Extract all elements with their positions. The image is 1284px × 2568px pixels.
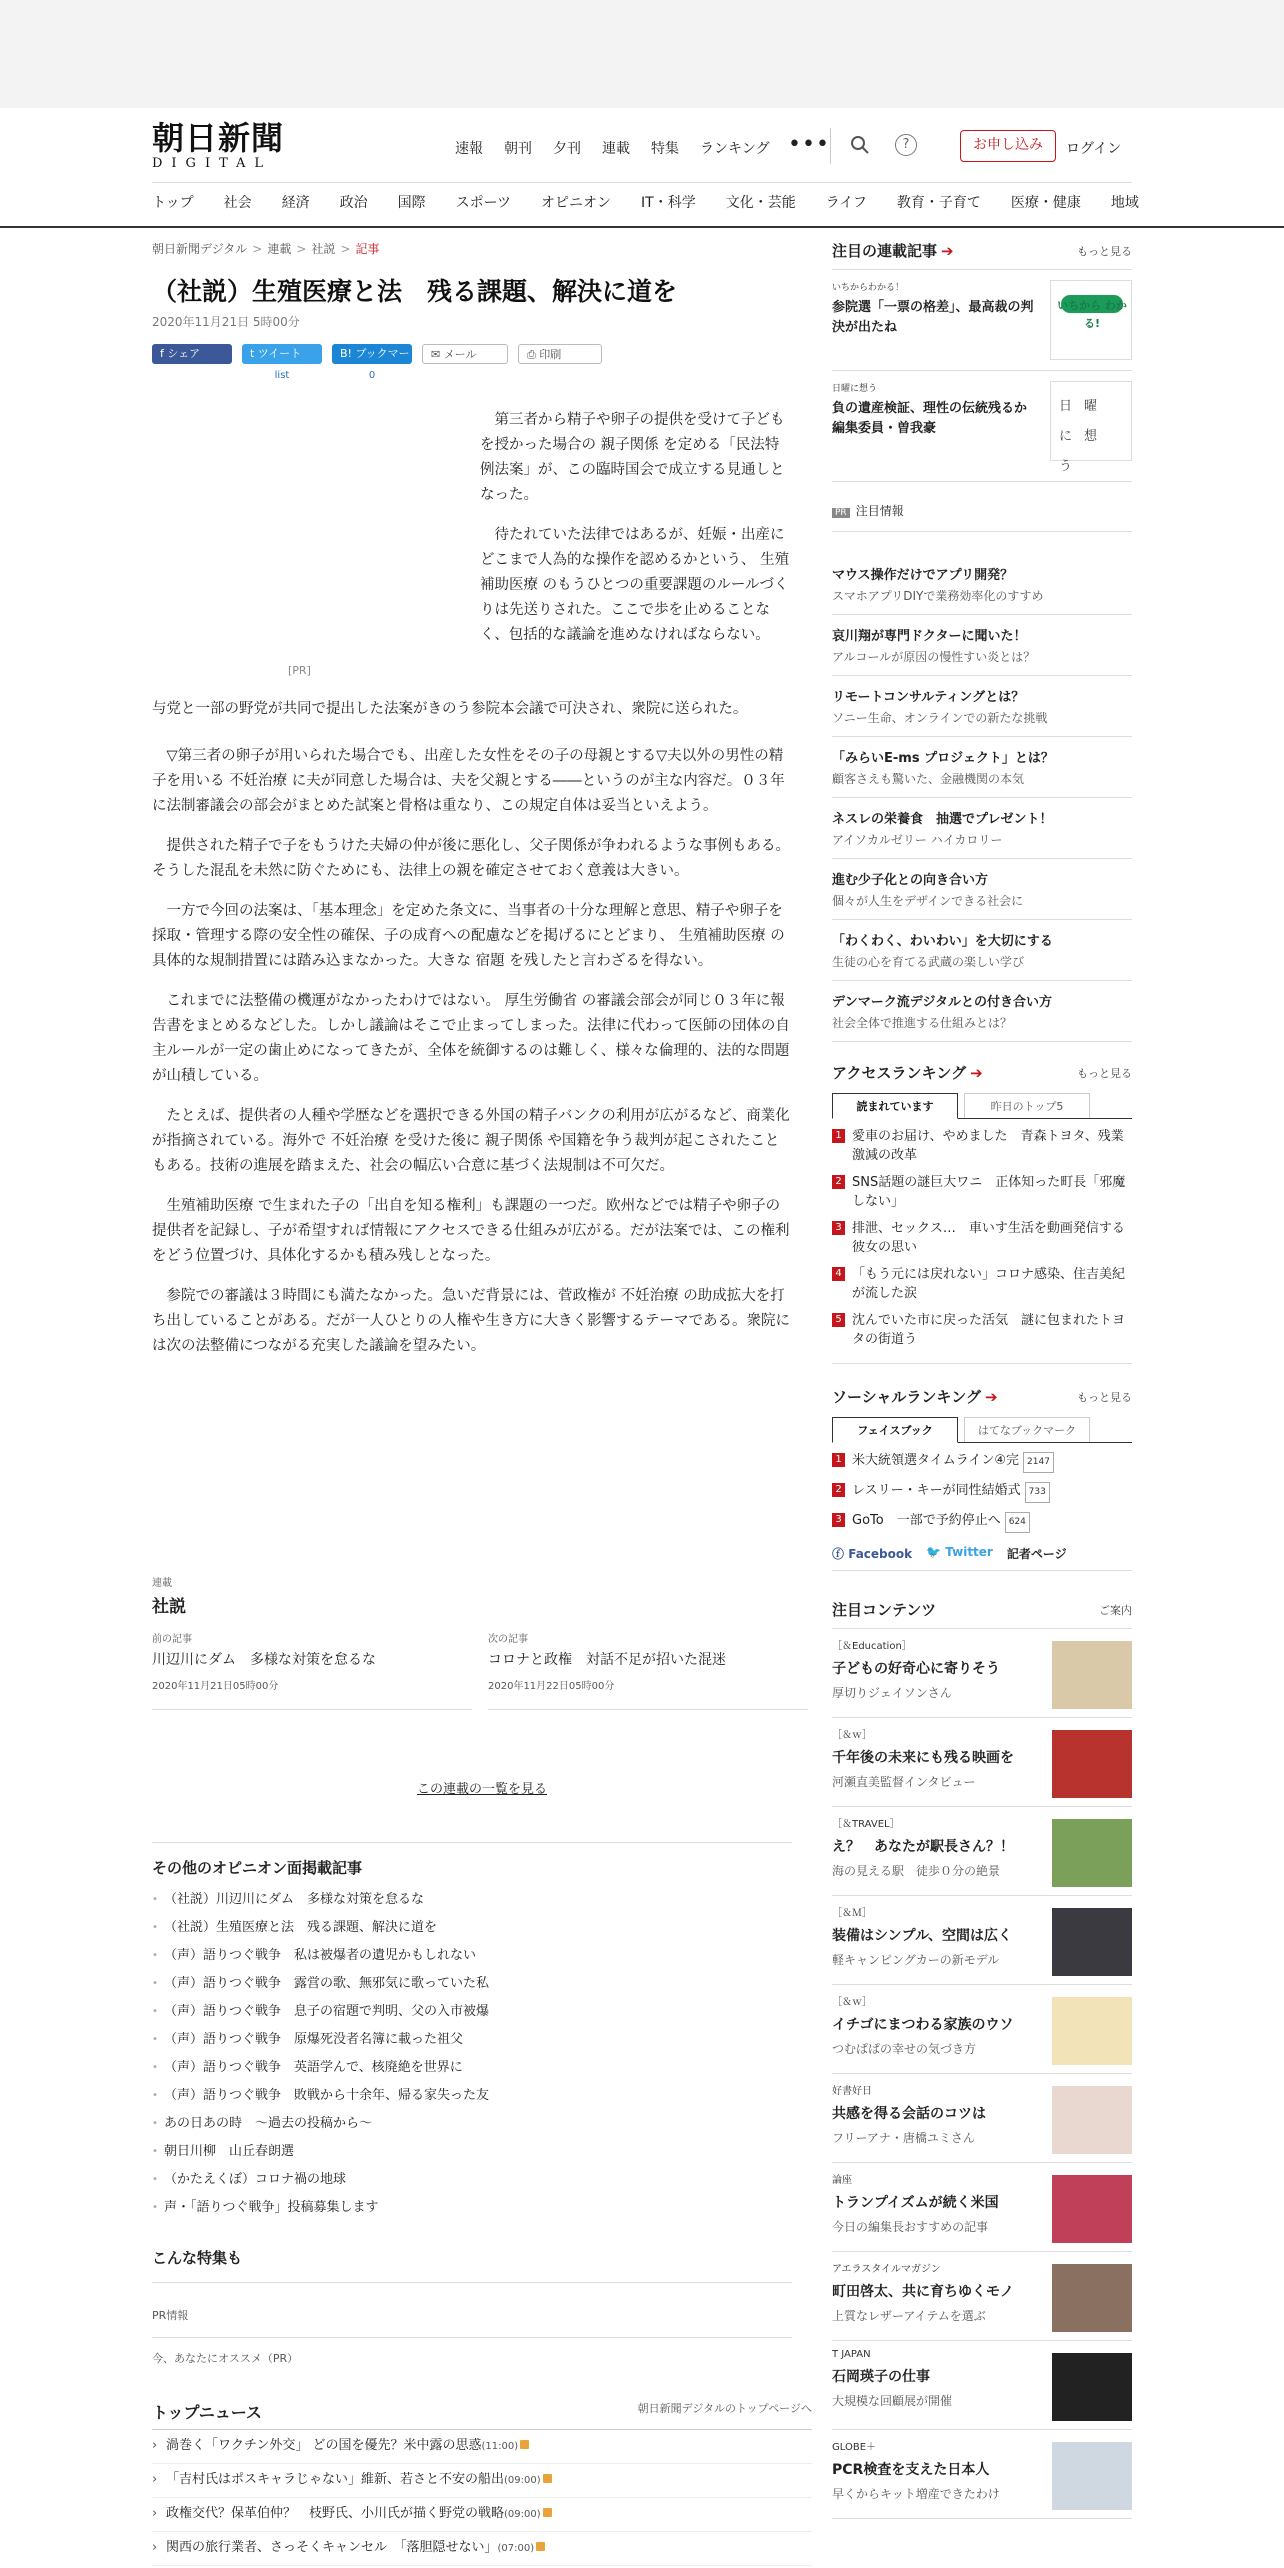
- news-item[interactable]: [152, 2532, 812, 2566]
- content-sub: 海の見える駅 徒歩０分の絶景: [832, 1864, 1001, 1878]
- ranking-item[interactable]: 5 沈んでいた市に戻った活気 謎に包まれたトヨタの街道う: [832, 1307, 1132, 1353]
- pr-head-title: 注目情報: [855, 504, 904, 518]
- article-body: [152, 697, 792, 1374]
- news-item[interactable]: [152, 2464, 812, 2498]
- feat-kicker: いちからわかる！: [832, 283, 905, 293]
- content-sub: つむぱぱの幸せの気づき方: [832, 2042, 977, 2056]
- mail-label: メール: [443, 348, 477, 361]
- recommend-label: 今、あなたにオススメ（PR）: [152, 2352, 299, 2365]
- pr-item[interactable]: [832, 676, 1132, 737]
- serial-list-link[interactable]: この連載の一覧を見る: [416, 1782, 547, 1797]
- reporter-page-link[interactable]: 記者ページ: [1006, 1547, 1067, 1561]
- list-item[interactable]: • 朝日川柳 山丘春朗選: [152, 2138, 792, 2166]
- list-item[interactable]: • 声・「語りつぐ戦争」投稿募集します: [152, 2194, 792, 2222]
- topnews-link[interactable]: 朝日新聞デジタルのトップページへ: [637, 2402, 812, 2415]
- pr-item-sub: アルコールが原因の慢性すい炎とは？: [832, 650, 1036, 664]
- list-item[interactable]: • （声）語りつぐ戦争 私は被爆者の遺児かもしれない: [152, 1942, 792, 1970]
- article-paragraph: これまでに法整備の機運がなかったわけではない。 厚生労働省 の審議会部会が同じ０３年に報告書をまとめるなどした。しかし議論はそこで止まってしまった。法律に代わって医師の団体の自主ルールが一定の歯止めになってきたが、全体を統御するのは難しく、様々な倫理的、法的な問題が山積している。: [152, 993, 790, 1084]
- nav-yukan[interactable]: 夕刊: [553, 141, 581, 157]
- cat-shakai[interactable]: 社会: [223, 195, 252, 211]
- pr-item-title[interactable]: 「みらいE-ms プロジェクト」とは？: [832, 751, 1054, 766]
- content-kicker: ［＆ｗ］: [832, 1730, 872, 1741]
- twitter-share-label: ツイート: [257, 347, 302, 360]
- article-paragraph: 待たれていた法律ではあるが、妊娠・出産にどこまで人為的な操作を認めるかという、 生殖補助医療 のもうひとつの重要課題のルールづくりは先送りされた。ここで歩を止めることなく、包括的な議論を進めなければならない。: [480, 527, 790, 643]
- pr-info-label: PR情報: [152, 2309, 189, 2322]
- site-logo[interactable]: [152, 120, 284, 171]
- facebook-link[interactable]: [832, 1545, 912, 1562]
- nav-rensai[interactable]: 連載: [602, 141, 630, 157]
- content-kicker: ［＆ｗ］: [832, 1997, 872, 2008]
- content-kicker: アエラスタイルマガジン: [832, 2264, 941, 2275]
- access-head-title[interactable]: アクセスランキング: [832, 1064, 967, 1082]
- crumb-current: 記事: [355, 242, 380, 256]
- ranking-title[interactable]: 排泄、セックス… 車いす生活を動画発信する彼女の思い: [852, 1221, 1125, 1255]
- news-title[interactable]: 政権交代？保革伯仲？ 枝野氏、小川氏が描く野党の戦略: [166, 2506, 505, 2521]
- article-paragraph: 提供された精子で子をもうけた夫婦の仲が後に悪化し、父子関係が争われるような事例もある。そうした混乱を未然に防ぐためにも、法律上の親を確定させておく意義は大きい。: [152, 838, 790, 879]
- cat-kyoiku[interactable]: 教育・子育て: [896, 195, 981, 211]
- pr-item[interactable]: [832, 920, 1132, 981]
- content-title[interactable]: 町田啓太、共に育ちゆくモノ: [832, 2284, 1014, 2300]
- pr-item[interactable]: [832, 859, 1132, 920]
- facebook-icon: ⓕ: [832, 1547, 845, 1561]
- content-kicker: T JAPAN: [832, 2349, 871, 2360]
- hatena-bookmark-button[interactable]: B! ブックマーク 0: [332, 344, 412, 364]
- feat-thumb-text: 日曜に想う: [1059, 399, 1110, 474]
- twitter-count[interactable]: list: [274, 370, 290, 381]
- ranking-item[interactable]: 2 レスリー・キーが同性結婚式 733: [832, 1477, 1132, 1507]
- ranking-item[interactable]: 1 愛車のお届け、やめました 青森トヨタ、残業激減の改革: [832, 1123, 1132, 1169]
- article-paragraph: 一方で今回の法案は、「基本理念」を定めた条文に、当事者の十分な理解と意思、精子や卵子を採取・管理する際の安全性の確保、子の成育への配慮などを掲げるにとどまり、 生殖補助医療 の具体的な規制措置には踏み込まなかった。大きな 宿題 を残したと言わざるを得ない。: [152, 903, 785, 969]
- social-ranking-list: [832, 1447, 1132, 1537]
- ranking-title[interactable]: 米大統領選タイムライン④完: [852, 1453, 1020, 1468]
- article-date: 2020年11月21日 5時00分: [152, 315, 300, 329]
- social-links: [832, 1545, 1132, 1571]
- lock-icon: [543, 2508, 552, 2517]
- content-sub: 軽キャンピングカーの新モデル: [832, 1953, 1000, 1967]
- news-time: (09:00): [504, 2475, 541, 2486]
- next-title[interactable]: コロナと政権 対話不足が招いた混迷: [488, 1652, 726, 1668]
- serial-info: [152, 1574, 812, 1617]
- content-title[interactable]: 共感を得る会話のコツは: [832, 2106, 986, 2122]
- prev-article[interactable]: [152, 1630, 472, 1710]
- nav-tokushu[interactable]: 特集: [651, 141, 679, 157]
- list-item[interactable]: • （社説）生殖医療と法 残る課題、解決に道を: [152, 1914, 792, 1942]
- article-paragraph: 第三者から精子や卵子の提供を受けて子どもを授かった場合の 親子関係 を定める「民法特例法案」が、この臨時国会で成立する見通しとなった。: [480, 412, 785, 503]
- content-title[interactable]: え？ あなたが駅長さん？！: [832, 1839, 1014, 1855]
- hatena-count[interactable]: 0: [368, 370, 376, 381]
- pr-info-head: [832, 502, 1132, 519]
- share-count: 624: [1005, 1512, 1030, 1533]
- cat-chiiki[interactable]: 地域: [1110, 195, 1139, 211]
- news-time: (07:00): [497, 2543, 535, 2554]
- facebook-share-button[interactable]: f シェア: [152, 344, 232, 364]
- ranking-title[interactable]: GoTo 一部で予約停止へ: [852, 1513, 1001, 1528]
- category-nav: [152, 192, 1169, 212]
- nav-ranking[interactable]: ランキング: [700, 141, 770, 157]
- special-features: [152, 2247, 792, 2366]
- facebook-label: Facebook: [848, 1547, 913, 1561]
- content-title[interactable]: 装備はシンプル、空間は広く: [832, 1928, 1012, 1944]
- list-item[interactable]: • （声）語りつぐ戦争 露営の歌、無邪気に歌っていた私: [152, 1970, 792, 1998]
- twitter-link[interactable]: [926, 1545, 993, 1562]
- cat-iryo[interactable]: 医療・健康: [1010, 195, 1081, 211]
- content-kicker: GLOBE＋: [832, 2442, 877, 2453]
- content-item[interactable]: [832, 2163, 1132, 2252]
- article-paragraph: 与党と一部の野党が共同で提出した法案がきのう参院本会議で可決され、衆院に送られた。: [152, 701, 748, 717]
- content-item[interactable]: [832, 2074, 1132, 2163]
- cat-sports[interactable]: スポーツ: [455, 195, 512, 211]
- content-title[interactable]: 子どもの好奇心に寄りそう: [832, 1661, 1000, 1677]
- feat-thumb-text: いちから わかる!: [1057, 299, 1127, 330]
- top-news: [152, 2400, 812, 2566]
- ranking-item[interactable]: 2 SNS話題の謎巨大ワニ 正体知った町長「邪魔しない」: [832, 1169, 1132, 1215]
- content-thumbnail[interactable]: [1052, 2353, 1132, 2421]
- pr-item-sub: スマホアプリDIYで業務効率化のすすめ: [832, 589, 1044, 603]
- cat-kokusai[interactable]: 国際: [397, 195, 426, 211]
- share-count: 2147: [1023, 1452, 1054, 1473]
- pr-item-title[interactable]: マウス操作だけでアプリ開発？: [832, 568, 1014, 583]
- list-item[interactable]: • （かたえくぼ）コロナ禍の地球: [152, 2166, 792, 2194]
- ranking-item[interactable]: 3 排泄、セックス… 車いす生活を動画発信する彼女の思い: [832, 1215, 1132, 1261]
- cat-seiji[interactable]: 政治: [339, 195, 368, 211]
- content-title[interactable]: PCR検査を支えた日本人: [832, 2462, 990, 2478]
- breadcrumb: 朝日新聞デジタル > 連載 > 社説 > 記事: [152, 242, 380, 256]
- prev-title[interactable]: 川辺川にダム 多様な対策を怠るな: [152, 1652, 376, 1668]
- nav-choukan[interactable]: 朝刊: [504, 141, 532, 157]
- next-date: 2020年11月22日05時00分: [488, 1681, 615, 1692]
- ranking-title[interactable]: レスリー・キーが同性結婚式: [852, 1483, 1021, 1498]
- lock-icon: [543, 2474, 552, 2483]
- pr-item[interactable]: [832, 615, 1132, 676]
- list-item[interactable]: • （社説）川辺川にダム 多様な対策を怠るな: [152, 1886, 792, 1914]
- nav-sokuho[interactable]: 速報: [455, 141, 483, 157]
- crumb-rensai[interactable]: 連載: [267, 242, 292, 256]
- content-sub: 今日の編集長おすすめの記事: [832, 2220, 989, 2234]
- content-thumbnail[interactable]: [1052, 2442, 1132, 2510]
- ranking-title[interactable]: 沈んでいた市に戻った活気 謎に包まれたトヨタの街道う: [852, 1313, 1126, 1347]
- twitter-icon: 🐦: [926, 1545, 942, 1559]
- inline-ad[interactable]: [152, 408, 452, 677]
- feat-title[interactable]: 参院選「一票の格差」、最高裁の判決が出たね: [832, 300, 1034, 335]
- content-title[interactable]: 石岡瑛子の仕事: [832, 2369, 930, 2385]
- content-title[interactable]: イチゴにまつわる家族のウソ: [832, 2017, 1014, 2033]
- content-kicker: ［＆Ｍ］: [832, 1908, 872, 1919]
- divider: [152, 2282, 792, 2283]
- serial-head-title[interactable]: 注目の連載記事: [832, 242, 938, 260]
- more-link[interactable]: もっと見る: [1077, 244, 1132, 258]
- content-item[interactable]: [832, 1718, 1132, 1807]
- more-link[interactable]: もっと見る: [1077, 1390, 1132, 1404]
- content-list: [832, 1629, 1132, 2519]
- prev-date: 2020年11月21日05時00分: [152, 1681, 279, 1692]
- content-title[interactable]: 千年後の未来にも残る映画を: [832, 1750, 1014, 1766]
- content-head-title: 注目コンテンツ: [832, 1601, 937, 1619]
- content-thumbnail[interactable]: [1052, 1908, 1132, 1976]
- pr-tag: PR: [832, 508, 850, 518]
- header-divider: [830, 128, 831, 164]
- content-thumbnail[interactable]: [1052, 2264, 1132, 2332]
- list-item[interactable]: • （声）語りつぐ戦争 英語学んで、核廃絶を世界に: [152, 2054, 792, 2082]
- top-nav: [455, 138, 791, 158]
- article-title: （社説）生殖医療と法 残る課題、解決に道を: [152, 277, 678, 306]
- mail-button[interactable]: ✉ メール: [422, 344, 508, 364]
- article-body-top: [480, 408, 792, 663]
- content-item[interactable]: [832, 1807, 1132, 1896]
- serial-head: [832, 240, 1132, 261]
- content-item[interactable]: [832, 1629, 1132, 1718]
- lock-icon: [520, 2440, 529, 2449]
- social-head-title[interactable]: ソーシャルランキング: [832, 1388, 981, 1406]
- other-title: その他のオピニオン面掲載記事: [152, 1859, 363, 1877]
- content-kicker: ［＆TRAVEL］: [832, 1819, 900, 1830]
- twitter-share-button[interactable]: t ツイート list: [242, 344, 322, 364]
- list-item[interactable]: • （声）語りつぐ戦争 原爆死没者名簿に載った祖父: [152, 2026, 792, 2054]
- social-tabs: [832, 1417, 1132, 1443]
- logo-subtext: DIGITAL: [152, 156, 273, 171]
- search-icon[interactable]: [850, 135, 870, 155]
- article-paragraph: ▽第三者の卵子が用いられた場合でも、出産した女性をその子の母親とする▽夫以外の男性の精子を用いる 不妊治療 に夫が同意した場合は、夫を父親とする――というのが主な内容だ。０３年に法制審議会の部会がまとめた試案と骨格は重なり、この規定自体は妥当といえよう。: [152, 748, 785, 814]
- more-menu-icon[interactable]: •••: [788, 132, 830, 157]
- content-item[interactable]: [832, 1896, 1132, 1985]
- next-label: 次の記事: [488, 1634, 528, 1645]
- serial-name[interactable]: 社説: [152, 1597, 186, 1617]
- content-kicker: 論座: [832, 2175, 852, 2186]
- article-paragraph: 生殖補助医療 で生まれた子の「出自を知る権利」も課題の一つだ。欧州などでは精子や卵子の提供者を記録し、子が希望すれば情報にアクセスできる仕組みが広がる。だが法案では、この権利をどう位置づけ、具体化するかも積み残しとなった。: [152, 1198, 790, 1264]
- divider: [152, 2337, 792, 2338]
- article-main: [152, 240, 812, 381]
- content-thumbnail[interactable]: [1052, 1819, 1132, 1887]
- pr-item-title[interactable]: デンマーク流デジタルとの付き合い方: [832, 995, 1052, 1010]
- pr-item-title[interactable]: ネスレの栄養食 抽選でプレゼント！: [832, 812, 1053, 827]
- login-link[interactable]: ログイン: [1066, 141, 1122, 157]
- print-label: 印刷: [539, 348, 562, 361]
- cat-bunka[interactable]: 文化・芸能: [725, 195, 796, 211]
- pr-item[interactable]: [832, 554, 1132, 615]
- help-icon[interactable]: ?: [895, 134, 917, 156]
- pr-item-sub: 個々が人生をデザインできる社会に: [832, 894, 1024, 908]
- content-thumbnail[interactable]: [1052, 1997, 1132, 2065]
- tab-hatena[interactable]: はてなブックマーク: [964, 1417, 1090, 1442]
- news-item[interactable]: [152, 2430, 812, 2464]
- tab-yesterday-top5[interactable]: 昨日のトップ5: [964, 1093, 1090, 1118]
- tab-facebook[interactable]: フェイスブック: [832, 1417, 958, 1443]
- next-article[interactable]: [488, 1630, 808, 1710]
- cat-it[interactable]: IT・科学: [641, 195, 696, 211]
- special-title: こんな特集も: [152, 2249, 243, 2267]
- ranking-item[interactable]: 4 「もう元には戻れない」コロナ感染、住吉美紀が流した涙: [832, 1261, 1132, 1307]
- pr-item-sub: 社会全体で推進する仕組みとは？: [832, 1016, 1013, 1030]
- cat-top[interactable]: トップ: [152, 195, 194, 211]
- news-title[interactable]: 「吉村氏はポスキャラじゃない」維新、若さと不安の船出: [166, 2472, 505, 2487]
- pr-item-sub: 生徒の心を育てる武蔵の楽しい学び: [832, 955, 1025, 969]
- pr-item[interactable]: [832, 737, 1132, 798]
- print-button[interactable]: ⎙ 印刷: [518, 344, 602, 364]
- feat-thumbnail[interactable]: [1050, 280, 1132, 360]
- crumb-shasetsu[interactable]: 社説: [311, 242, 336, 256]
- access-ranking-list: [832, 1123, 1132, 1353]
- hatena-label: ブックマーク: [340, 347, 410, 380]
- article-paragraph: たとえば、提供者の人種や学歴などを選択できる外国の精子バンクの利用が広がるなど、商業化が指摘されている。海外で 不妊治療 を受けた後に 親子関係 や国籍を争う裁判が起こされたこともある。技術の進展を踏まえた、社会の幅広い合意に基づく法規制は不可欠だ。: [152, 1108, 790, 1174]
- news-title[interactable]: 関西の旅行業者、さっそくキャンセル 「落胆隠せない」: [166, 2540, 498, 2555]
- content-kicker: 好書好日: [832, 2086, 872, 2097]
- pr-item-title[interactable]: 進む少子化との向き合い方: [832, 873, 989, 888]
- content-item[interactable]: [832, 2430, 1132, 2519]
- pr-item-title[interactable]: リモートコンサルティングとは？: [832, 690, 1025, 705]
- facebook-share-label: シェア: [167, 347, 201, 360]
- list-item[interactable]: • あの日あの時 ～過去の投稿から～: [152, 2110, 792, 2138]
- share-bar: [152, 344, 812, 381]
- prev-label: 前の記事: [152, 1634, 192, 1645]
- content-sub: 上質なレザーアイテムを選ぶ: [832, 2309, 986, 2323]
- news-time: (09:00): [504, 2509, 541, 2520]
- pr-item-sub: アイソカルゼリー ハイカロリー: [832, 833, 1003, 847]
- top-ad-banner: [0, 0, 1284, 108]
- content-item[interactable]: [832, 2341, 1132, 2430]
- cat-life[interactable]: ライフ: [825, 195, 867, 211]
- content-sub: 厚切りジェイソンさん: [832, 1686, 952, 1700]
- arrow-right-icon: ➔: [970, 1064, 983, 1082]
- more-link[interactable]: もっと見る: [1077, 1066, 1132, 1080]
- content-head: [832, 1599, 1132, 1620]
- content-item[interactable]: [832, 1985, 1132, 2074]
- content-kicker: ［＆Education］: [832, 1641, 912, 1652]
- access-tabs: [832, 1093, 1132, 1119]
- article-paragraph: 参院での審議は３時間にも満たなかった。急いだ背景には、菅政権が 不妊治療 の助成拡大を打ち出していることがある。だが一人ひとりの人権や生き方に大きく影響するテーマである。衆院には次の法整備につながる充実した議論を望みたい。: [152, 1288, 790, 1354]
- content-title[interactable]: トランプイズムが続く米国: [832, 2195, 999, 2211]
- list-item[interactable]: • （声）語りつぐ戦争 息子の宿題で判明、父の入市被爆: [152, 1998, 792, 2026]
- content-sub: 大規模な回顧展が開催: [832, 2394, 953, 2408]
- guide-link[interactable]: ご案内: [1099, 1603, 1132, 1617]
- content-sub: 早くからキット増産できたわけ: [832, 2487, 1000, 2501]
- arrow-right-icon: ➔: [984, 1388, 998, 1406]
- crumb-home[interactable]: 朝日新聞デジタル: [152, 242, 248, 256]
- pr-item-title[interactable]: 「わくわく、わいわい」を大切にする: [832, 934, 1053, 949]
- topnews-title: トップニュース: [152, 2403, 262, 2422]
- news-time: (11:00): [481, 2441, 519, 2452]
- content-item[interactable]: [832, 2252, 1132, 2341]
- ranking-title[interactable]: 愛車のお届け、やめました 青森トヨタ、残業激減の改革: [852, 1129, 1124, 1163]
- share-count: 733: [1025, 1482, 1050, 1503]
- header-rule: [152, 182, 1132, 183]
- feat-title[interactable]: 負の遺産検証、理性の伝統残るか 編集委員・曽我豪: [832, 401, 1041, 436]
- pr-item[interactable]: [832, 798, 1132, 859]
- other-opinion-articles: [152, 1842, 792, 2222]
- pr-item-sub: ソニー生命、オンラインでの新たな挑戦: [832, 711, 1048, 725]
- site-header: [0, 108, 1284, 228]
- news-title[interactable]: 渦巻く「ワクチン外交」 どの国を優先？米中露の思惑: [166, 2438, 482, 2453]
- featured-item[interactable]: [832, 371, 1132, 482]
- arrow-right-icon: ➔: [941, 242, 954, 260]
- content-sub: 河瀬直美監督インタビュー: [832, 1775, 976, 1789]
- content-thumbnail[interactable]: [1052, 2086, 1132, 2154]
- tab-yomareteimasu[interactable]: 読まれています: [832, 1093, 958, 1119]
- ranking-item[interactable]: 3 GoTo 一部で予約停止へ 624: [832, 1507, 1132, 1537]
- ad-label: [PR]: [288, 664, 311, 677]
- lock-icon: [536, 2542, 545, 2551]
- ranking-item[interactable]: 1 米大統領選タイムライン④完 2147: [832, 1447, 1132, 1477]
- content-thumbnail[interactable]: [1052, 1730, 1132, 1798]
- access-ranking-head: [832, 1062, 1132, 1083]
- pr-item[interactable]: [832, 981, 1132, 1042]
- twitter-label: Twitter: [945, 1545, 993, 1559]
- pr-item-title[interactable]: 哀川翔が専門ドクターに聞いた！: [832, 629, 1027, 644]
- serial-tag: 連載: [152, 1578, 172, 1589]
- pr-item-sub: 顧客さえも驚いた、金融機関の本気: [832, 772, 1025, 786]
- cat-keizai[interactable]: 経済: [281, 195, 310, 211]
- featured-item[interactable]: [832, 270, 1132, 371]
- ranking-title[interactable]: 「もう元には戻れない」コロナ感染、住吉美紀が流した涙: [852, 1267, 1126, 1301]
- subscribe-button[interactable]: お申し込み: [960, 130, 1056, 162]
- social-ranking-head: [832, 1386, 1132, 1407]
- feat-thumbnail[interactable]: [1050, 381, 1132, 474]
- logo-text: 朝日新聞: [152, 119, 285, 157]
- content-thumbnail[interactable]: [1052, 2175, 1132, 2243]
- sidebar: [832, 240, 1132, 2519]
- content-thumbnail[interactable]: [1052, 1641, 1132, 1709]
- cat-opinion[interactable]: オピニオン: [541, 195, 612, 211]
- ranking-title[interactable]: SNS話題の謎巨大ワニ 正体知った町長「邪魔しない」: [852, 1175, 1126, 1209]
- content-sub: フリーアナ・唐橋ユミさん: [832, 2131, 975, 2145]
- feat-kicker: 日曜に想う: [832, 384, 878, 394]
- news-item[interactable]: [152, 2498, 812, 2532]
- list-item[interactable]: • （声）語りつぐ戦争 敗戦から十余年、帰る家失った友: [152, 2082, 792, 2110]
